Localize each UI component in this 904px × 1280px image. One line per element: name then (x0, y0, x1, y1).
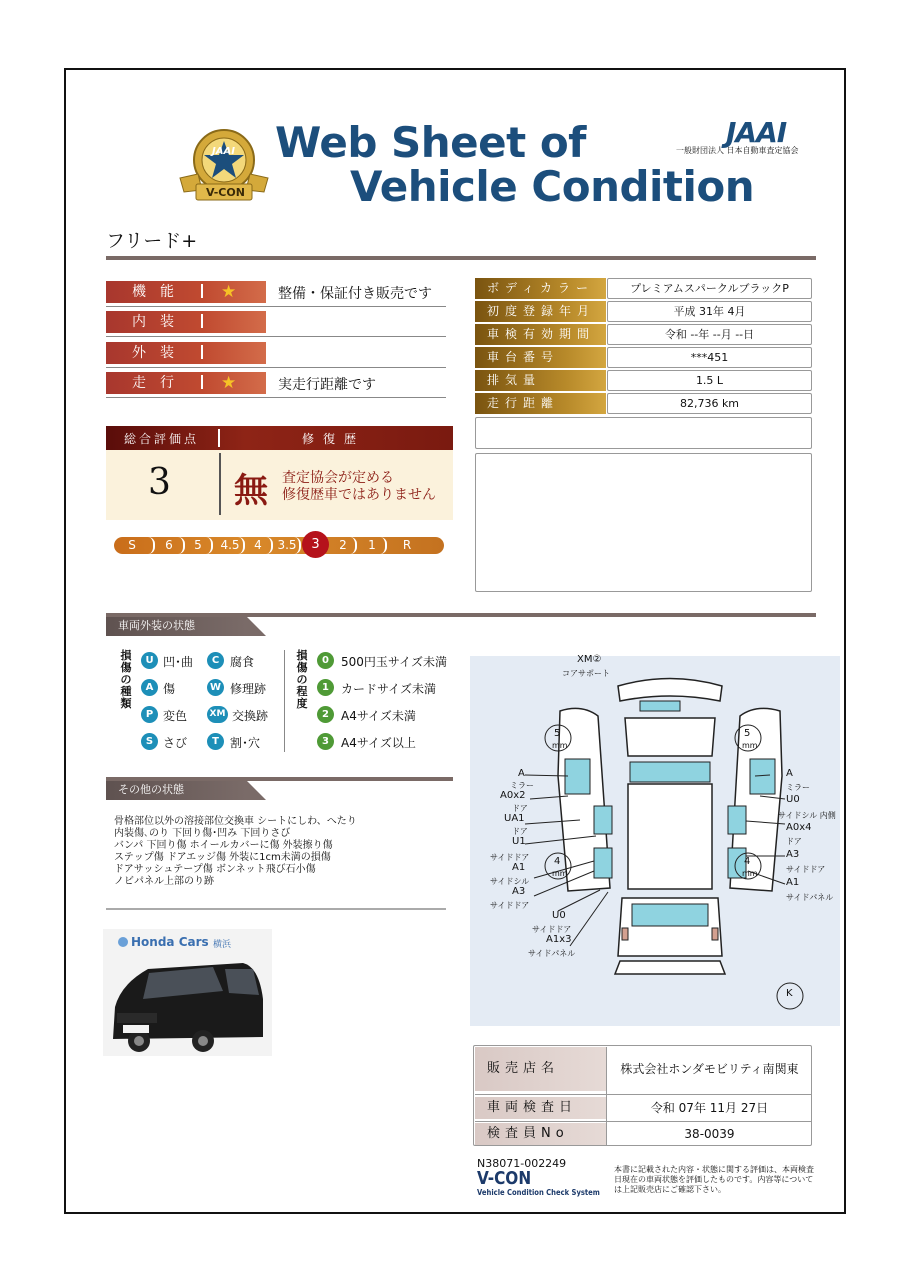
label-r-side-panel: サイドパネル (786, 893, 834, 902)
bar-divider (201, 314, 203, 328)
notes-box (475, 453, 812, 592)
row-line (106, 306, 446, 307)
code-a-chip: A (141, 679, 158, 696)
inspector-label: 検査員No (475, 1123, 606, 1145)
tire-depth-left-rear: 4 (554, 856, 561, 867)
label-l-door2: ドア (512, 827, 528, 836)
repair-none-mark: 無 (234, 471, 268, 511)
tire-depth-right-rear: 4 (744, 856, 751, 867)
other-line: 骨格部位以外の溶接部位交換車 シートにしわ、へたり (114, 816, 357, 827)
divider (106, 256, 816, 260)
degree-2-chip: 2 (317, 706, 334, 723)
label-xm2: XM② (577, 654, 602, 665)
disclaimer-text: 本書に記載された内容・状態に関する評価は、本両検査日現在の車両状態を評価したものです。内容等については上記販売店にご確認下さい。 (614, 1165, 814, 1194)
other-line: ノビパネル上部のり跡 (114, 876, 214, 887)
rating-label-interior (106, 311, 266, 333)
code-u-label: 凹･曲 (163, 655, 194, 669)
page-title-line2: Vehicle Condition (350, 162, 755, 211)
exterior-section-title: 車両外装の状態 (106, 616, 246, 636)
degree-3-label: A4サイズ以上 (341, 736, 416, 750)
label-l-u1: U1 (512, 836, 526, 847)
other-condition-text (114, 816, 357, 888)
vcon-logo: V-CON (477, 1168, 532, 1189)
spec-label-displacement: 排気量 (475, 370, 606, 391)
degree-1-chip: 1 (317, 679, 334, 696)
tire-depth-left-front: 5 (554, 728, 561, 739)
label-r-a1: A1 (786, 877, 800, 888)
label-r-side-sill-inner: サイドシル 内側 (778, 811, 836, 820)
repair-text-line2: 修復歴車ではありません (282, 487, 436, 503)
jaai-org-name: 一般財団法人 日本自動車査定協会 (676, 146, 799, 155)
label-l-a0x2: A0x2 (500, 790, 526, 801)
overall-score-label: 総合評価点 (124, 432, 200, 446)
code-c-label: 腐食 (230, 655, 255, 669)
tire-unit: mm (552, 869, 568, 878)
repair-text-line1: 査定協会が定める (282, 470, 394, 486)
spec-value-inspection-expiry: 令和 --年 --月 --日 (607, 324, 812, 345)
damage-diagram (470, 656, 840, 1026)
dealer-logo: Honda Cars (131, 935, 209, 949)
label-r-door: ドア (786, 837, 802, 846)
label-l-a: A (518, 768, 525, 779)
dealer-city: 横浜 (213, 940, 232, 950)
label-b-a1x3: A1x3 (546, 934, 572, 945)
code-u-chip: U (141, 652, 158, 669)
badge-text: JAAI (212, 146, 235, 157)
dealer-label: 販売店名 (475, 1047, 606, 1091)
code-t-label: 割･穴 (230, 736, 261, 750)
grade-3-5: 3.5 (277, 538, 297, 552)
damage-type-heading: 損傷の種類 (120, 649, 132, 710)
divider (106, 908, 446, 910)
label-k: K (786, 988, 793, 999)
code-s-label: さび (163, 736, 188, 750)
document-id: N38071-002249 (477, 1157, 567, 1170)
label-r-u0: U0 (786, 794, 800, 805)
spec-label-odometer: 走行距離 (475, 393, 606, 414)
other-line: 内装傷､のり 下回り傷･凹み 下回りさび (114, 828, 291, 839)
other-line: ステップ傷 ドアエッジ傷 外装に1cm未満の損傷 (114, 852, 331, 863)
legend-divider (284, 650, 285, 752)
damage-degree-heading: 損傷の程度 (296, 649, 308, 710)
code-p-chip: P (141, 706, 158, 723)
other-line: バンパ 下回り傷 ホイールカバーに傷 外装擦り傷 (114, 840, 333, 851)
label-l-a3: A3 (512, 886, 526, 897)
label-b-side-door: サイドドア (532, 925, 572, 934)
grade-5: 5 (194, 538, 202, 552)
code-t-chip: T (207, 733, 224, 750)
badge-label: V-CON (206, 186, 245, 199)
bar-divider (201, 375, 203, 389)
header-divider (218, 429, 220, 447)
spec-value-displacement: 1.5 L (607, 370, 812, 391)
spec-label-body-color: ボディカラー (475, 278, 606, 299)
dealer-value: 株式会社ホンダモビリティ南関東 (620, 1062, 799, 1076)
rating-label-text: 走行 (132, 375, 188, 391)
score-divider (219, 453, 221, 515)
grade-1: 1 (368, 538, 376, 552)
row-line (106, 367, 446, 368)
page-title-line1: Web Sheet of (275, 118, 586, 167)
degree-0-chip: 0 (317, 652, 334, 669)
label-b-side-panel: サイドパネル (528, 949, 576, 958)
code-c-chip: C (207, 652, 224, 669)
grade-4-5: 4.5 (220, 538, 240, 552)
grade-2: 2 (339, 538, 347, 552)
label-l-door1: ドア (512, 804, 528, 813)
spec-label-first-registration: 初度登録年月 (475, 301, 606, 322)
car-icon (103, 929, 272, 1056)
code-a-label: 傷 (163, 682, 176, 696)
label-b-u0: U0 (552, 910, 566, 921)
rating-text-function: 整備・保証付き販売です (278, 286, 432, 302)
code-s-chip: S (141, 733, 158, 750)
code-p-label: 変色 (163, 709, 188, 723)
vcon-subtitle: Vehicle Condition Check System (477, 1188, 600, 1197)
inspection-date-value: 令和 07年 11月 27日 (650, 1101, 769, 1115)
model-name: フリード+ (106, 230, 198, 252)
rating-label-mileage (106, 372, 266, 394)
label-l-side-door1: サイドドア (490, 853, 530, 862)
section-rule (106, 777, 453, 781)
label-r-a3: A3 (786, 849, 800, 860)
rating-label-text: 機能 (132, 284, 188, 300)
degree-0-label: 500円玉サイズ未満 (341, 655, 447, 669)
grade-r: R (402, 538, 412, 552)
spec-label-inspection-expiry: 車検有効期間 (475, 324, 606, 345)
tire-depth-right-front: 5 (744, 728, 751, 739)
grade-6: 6 (165, 538, 173, 552)
label-l-ua1: UA1 (504, 813, 525, 824)
star-icon: ★ (221, 373, 237, 393)
grade-active-3: 3 (302, 531, 329, 558)
degree-1-label: カードサイズ未満 (341, 682, 437, 696)
bar-divider (201, 345, 203, 359)
inspection-date-label: 車両検査日 (475, 1097, 606, 1119)
label-l-a1: A1 (512, 862, 526, 873)
repair-history-label: 修復歴 (302, 432, 366, 446)
inspector-value: 38-0039 (684, 1127, 735, 1141)
label-l-mirror: ミラー (510, 781, 534, 790)
tire-unit: mm (552, 741, 568, 750)
other-line: ドアサッシュテープ傷 ボンネット飛び石小傷 (114, 864, 316, 875)
label-r-side-door: サイドドア (786, 865, 826, 874)
vehicle-photo (103, 929, 272, 1056)
star-icon: ★ (221, 282, 237, 302)
tire-unit: mm (742, 741, 758, 750)
code-xm-chip: XM (207, 706, 228, 723)
label-l-side-sill: サイドシル (490, 877, 530, 886)
row-line (106, 397, 446, 398)
label-r-a0x4: A0x4 (786, 822, 812, 833)
row-line (475, 1121, 812, 1122)
spec-value-body-color: プレミアムスパークルブラックP (607, 278, 812, 299)
rating-label-exterior (106, 342, 266, 364)
code-w-label: 修理跡 (230, 682, 267, 696)
spec-value-first-registration: 平成 31年 4月 (607, 301, 812, 322)
grade-4: 4 (254, 538, 262, 552)
spec-blank-box (475, 417, 812, 449)
other-section-title: その他の状態 (106, 780, 246, 800)
spec-value-odometer: 82,736 km (607, 393, 812, 414)
code-xm-label: 交換跡 (232, 709, 269, 723)
rating-label-text: 内装 (132, 314, 188, 330)
tire-unit: mm (742, 869, 758, 878)
column-line (606, 1047, 607, 1145)
bar-divider (201, 284, 203, 298)
rating-label-text: 外装 (132, 345, 188, 361)
section-tab-tip (246, 616, 266, 636)
grade-s: S (128, 538, 136, 552)
label-r-mirror: ミラー (786, 783, 810, 792)
spec-label-chassis-number: 車台番号 (475, 347, 606, 368)
degree-3-chip: 3 (317, 733, 334, 750)
label-core-support: コアサポート (562, 669, 610, 678)
overall-score-value: 3 (148, 462, 171, 503)
degree-2-label: A4サイズ未満 (341, 709, 416, 723)
row-line (475, 1094, 812, 1095)
row-line (106, 336, 446, 337)
jaai-logo: JAAI (726, 116, 787, 149)
label-r-a: A (786, 768, 793, 779)
label-l-side-door2: サイドドア (490, 901, 530, 910)
section-tab-tip (246, 780, 266, 800)
section-rule (106, 613, 816, 617)
rating-label-function (106, 281, 266, 303)
spec-value-chassis-number: ***451 (607, 347, 812, 368)
code-w-chip: W (207, 679, 224, 696)
rating-text-mileage: 実走行距離です (278, 377, 376, 393)
